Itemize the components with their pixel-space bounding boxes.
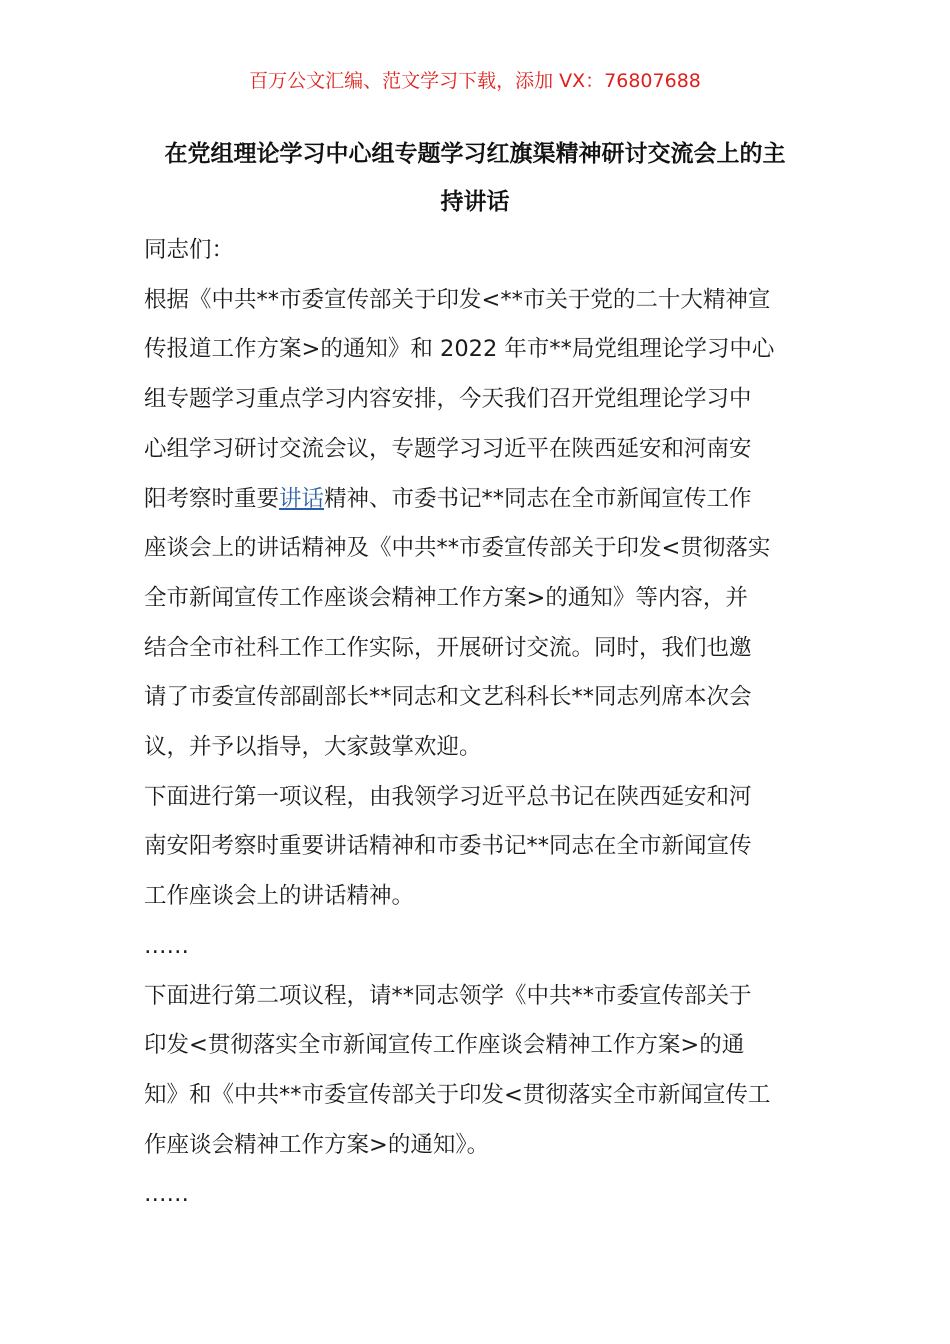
paragraph-1-line: 传报道工作方案>的通知》和 2022 年市**局党组理论学习中心 — [144, 336, 775, 363]
paragraph-1-text: 阳考察时重要 — [144, 485, 280, 512]
header-note: 百万公文汇编、范文学习下载，添加 VX：76807688 — [249, 70, 701, 92]
ellipsis: …… — [144, 1181, 189, 1208]
paragraph-3-line: 下面进行第二项议程，请**同志领学《中共**市委宣传部关于 — [144, 982, 752, 1009]
paragraph-1-line: 根据《中共**市委宣传部关于印发<**市关于党的二十大精神宣 — [144, 286, 771, 313]
paragraph-2-line: 工作座谈会上的讲话精神。 — [144, 883, 415, 910]
paragraph-3-line: 印发<贯彻落实全市新闻宣传工作座谈会精神工作方案>的通 — [144, 1032, 745, 1059]
document-title — [140, 130, 810, 226]
greeting: 同志们： — [144, 237, 235, 263]
paragraph-2-line: 下面进行第一项议程，由我领学习近平总书记在陕西延安和河 — [144, 783, 752, 810]
document-body — [144, 226, 814, 1220]
paragraph-1-line: 结合全市社科工作工作实际，开展研讨交流。同时，我们也邀 — [144, 634, 752, 661]
paragraph-1-line: 组专题学习重点学习内容安排，今天我们召开党组理论学习中 — [144, 386, 752, 413]
paragraph-1-text: 精神、市委书记**同志在全市新闻宣传工作 — [324, 485, 752, 512]
paragraph-1-line: 请了市委宣传部副部长**同志和文艺科科长**同志列席本次会 — [144, 684, 752, 711]
ellipsis: …… — [144, 932, 189, 959]
paragraph-1-line: 全市新闻宣传工作座谈会精神工作方案>的通知》等内容，并 — [144, 584, 748, 611]
paragraph-2-line: 南安阳考察时重要讲话精神和市委书记**同志在全市新闻宣传 — [144, 833, 752, 860]
document-title-line-1: 在党组理论学习中心组专题学习红旗渠精神研讨交流会上的主 — [164, 141, 786, 167]
paragraph-3-line: 作座谈会精神工作方案>的通知》。 — [144, 1131, 490, 1158]
paragraph-1-line: 座谈会上的讲话精神及《中共**市委宣传部关于印发<贯彻落实 — [144, 535, 771, 562]
paragraph-3-line: 知》和《中共**市委宣传部关于印发<贯彻落实全市新闻宣传工 — [144, 1081, 771, 1108]
paragraph-1-line: 心组学习研讨交流会议，专题学习习近平在陕西延安和河南安 — [144, 435, 752, 462]
paragraph-1-line-with-link — [144, 475, 814, 525]
document-title-line-2: 持讲话 — [440, 189, 510, 215]
speech-link[interactable]: 讲话 — [279, 485, 325, 512]
paragraph-1-line: 议，并予以指导，大家鼓掌欢迎。 — [144, 734, 482, 761]
